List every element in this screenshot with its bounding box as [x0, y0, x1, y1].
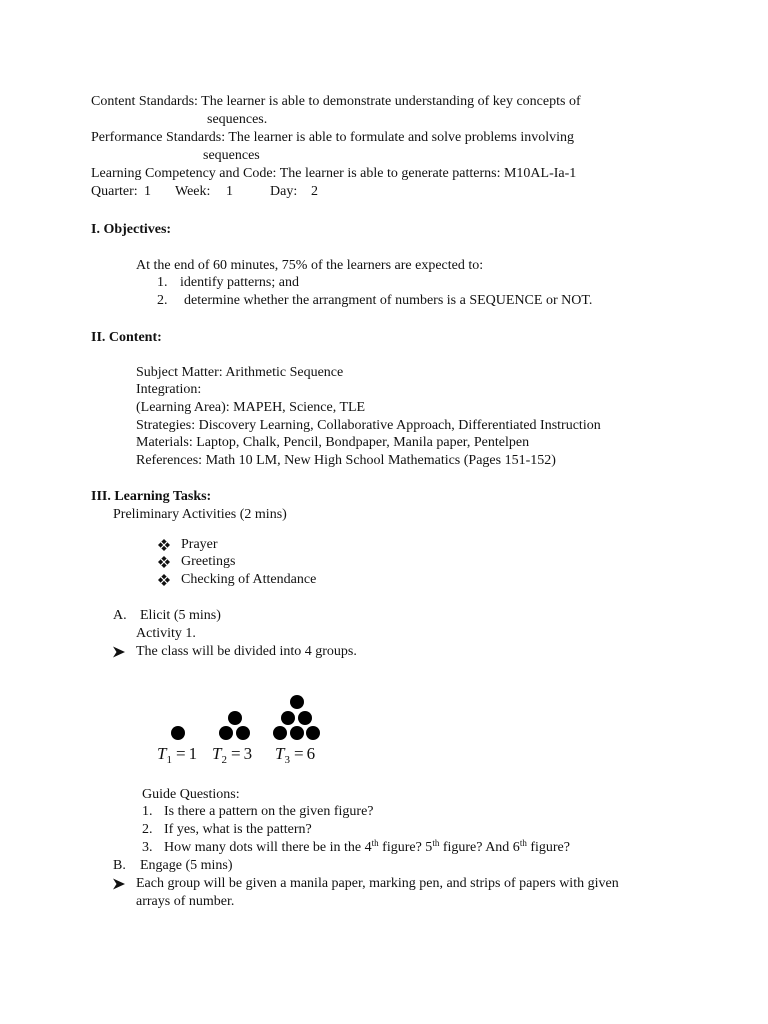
- dot: [228, 711, 242, 725]
- term-index: 1: [166, 754, 172, 766]
- ordinal-suffix: th: [371, 838, 379, 848]
- engage-instruction-text: Each group will be given a manila paper, marking pen, and strips of papers with given: [136, 876, 619, 891]
- content-standards: Content Standards: The learner is able to demonstrate understanding of key concepts of: [91, 94, 581, 109]
- guide-question-number: 2.: [142, 822, 153, 837]
- content-heading: II. Content:: [91, 330, 162, 345]
- question-text-part: How many dots will there be in the 4: [164, 840, 372, 855]
- elicit-instruction-text: The class will be divided into 4 groups.: [136, 644, 357, 659]
- engage-letter: B.: [113, 858, 126, 873]
- elicit-instruction: [0, 643, 768, 661]
- preliminary-item: [0, 536, 768, 554]
- dot: [219, 726, 233, 740]
- dot: [281, 711, 295, 725]
- references: References: Math 10 LM, New High School Mathematics (Pages 151-152): [136, 453, 556, 468]
- question-text-part: figure?: [526, 840, 570, 855]
- engage-instruction: [0, 875, 768, 893]
- content-standards-continuation: sequences.: [207, 112, 268, 127]
- term-value: 6: [306, 744, 316, 763]
- dot: [236, 726, 250, 740]
- term-value: 1: [188, 744, 198, 763]
- preliminary-item: [0, 571, 768, 589]
- objective-item: [0, 274, 768, 292]
- term-symbol: T: [212, 744, 222, 763]
- dot: [290, 726, 304, 740]
- diamond-bullet-icon: [158, 556, 170, 568]
- strategies: Strategies: Discovery Learning, Collaborative Approach, Differentiated Instruction: [136, 418, 601, 433]
- guide-question-number: 3.: [142, 840, 153, 855]
- learning-area: (Learning Area): MAPEH, Science, TLE: [136, 400, 366, 415]
- preliminary-item-label: Checking of Attendance: [181, 572, 317, 587]
- day-label: Day:: [270, 184, 298, 199]
- quarter-value: 1: [144, 184, 151, 199]
- engage-heading: [0, 857, 768, 875]
- elicit-letter: A.: [113, 608, 127, 623]
- schedule-line: [0, 183, 768, 201]
- dot: [171, 726, 185, 740]
- term-symbol: T: [157, 744, 167, 763]
- guide-question: [0, 803, 768, 821]
- preliminary-item-label: Prayer: [181, 537, 218, 552]
- dot: [273, 726, 287, 740]
- materials: Materials: Laptop, Chalk, Pencil, Bondpaper, Manila paper, Pentelpen: [136, 435, 530, 450]
- week-label: Week:: [175, 184, 211, 199]
- objective-text: determine whether the arrangment of numbers is a SEQUENCE or NOT.: [184, 293, 593, 308]
- objective-number: 1.: [157, 275, 168, 290]
- guide-questions-title: Guide Questions:: [142, 787, 240, 802]
- diamond-bullet-icon: [158, 574, 170, 586]
- arrow-bullet-icon: [113, 878, 125, 890]
- ordinal-suffix: th: [519, 838, 527, 848]
- diamond-bullet-icon: [158, 539, 170, 551]
- quarter-label: Quarter:: [91, 184, 138, 199]
- arrow-bullet-icon: [113, 646, 125, 658]
- question-text-part: figure? 5: [378, 840, 433, 855]
- term-label: [157, 744, 197, 770]
- guide-question-text: [164, 839, 570, 857]
- activity-label: Activity 1.: [136, 626, 196, 641]
- term-label: [212, 744, 252, 770]
- equals-sign: =: [230, 744, 241, 763]
- performance-standards: Performance Standards: The learner is able to formulate and solve problems involving: [91, 130, 574, 145]
- equals-sign: =: [293, 744, 304, 763]
- elicit-title: Elicit (5 mins): [140, 608, 221, 623]
- objectives-heading: I. Objectives:: [91, 222, 172, 237]
- elicit-heading: [0, 607, 768, 625]
- term-value: 3: [243, 744, 253, 763]
- ordinal-suffix: th: [432, 838, 440, 848]
- objectives-intro: At the end of 60 minutes, 75% of the learners are expected to:: [136, 258, 484, 273]
- engage-instruction-continuation: arrays of number.: [136, 894, 235, 909]
- guide-question: [0, 839, 768, 857]
- guide-question-text: Is there a pattern on the given figure?: [164, 804, 374, 819]
- objective-text: identify patterns; and: [180, 275, 299, 290]
- equals-sign: =: [175, 744, 186, 763]
- dot: [290, 695, 304, 709]
- term-index: 3: [284, 754, 290, 766]
- objective-item: [0, 292, 768, 310]
- term-label: [275, 744, 315, 770]
- day-value: 2: [311, 184, 318, 199]
- engage-title: Engage (5 mins): [140, 858, 233, 873]
- objective-number: 2.: [157, 293, 168, 308]
- guide-question-number: 1.: [142, 804, 153, 819]
- term-symbol: T: [275, 744, 285, 763]
- term-index: 2: [221, 754, 227, 766]
- preliminary-item: [0, 553, 768, 571]
- dot: [298, 711, 312, 725]
- dot: [306, 726, 320, 740]
- integration-label: Integration:: [136, 382, 202, 397]
- week-value: 1: [226, 184, 233, 199]
- preliminary-activities-title: Preliminary Activities (2 mins): [113, 507, 287, 522]
- performance-standards-continuation: sequences: [203, 148, 260, 163]
- preliminary-item-label: Greetings: [181, 554, 236, 569]
- learning-tasks-heading: III. Learning Tasks:: [91, 489, 212, 504]
- question-text-part: figure? And 6: [439, 840, 520, 855]
- guide-question: [0, 821, 768, 839]
- subject-matter: Subject Matter: Arithmetic Sequence: [136, 365, 344, 380]
- guide-question-text: If yes, what is the pattern?: [164, 822, 312, 837]
- learning-competency: Learning Competency and Code: The learner is able to generate patterns: M10AL-Ia-1: [91, 166, 577, 181]
